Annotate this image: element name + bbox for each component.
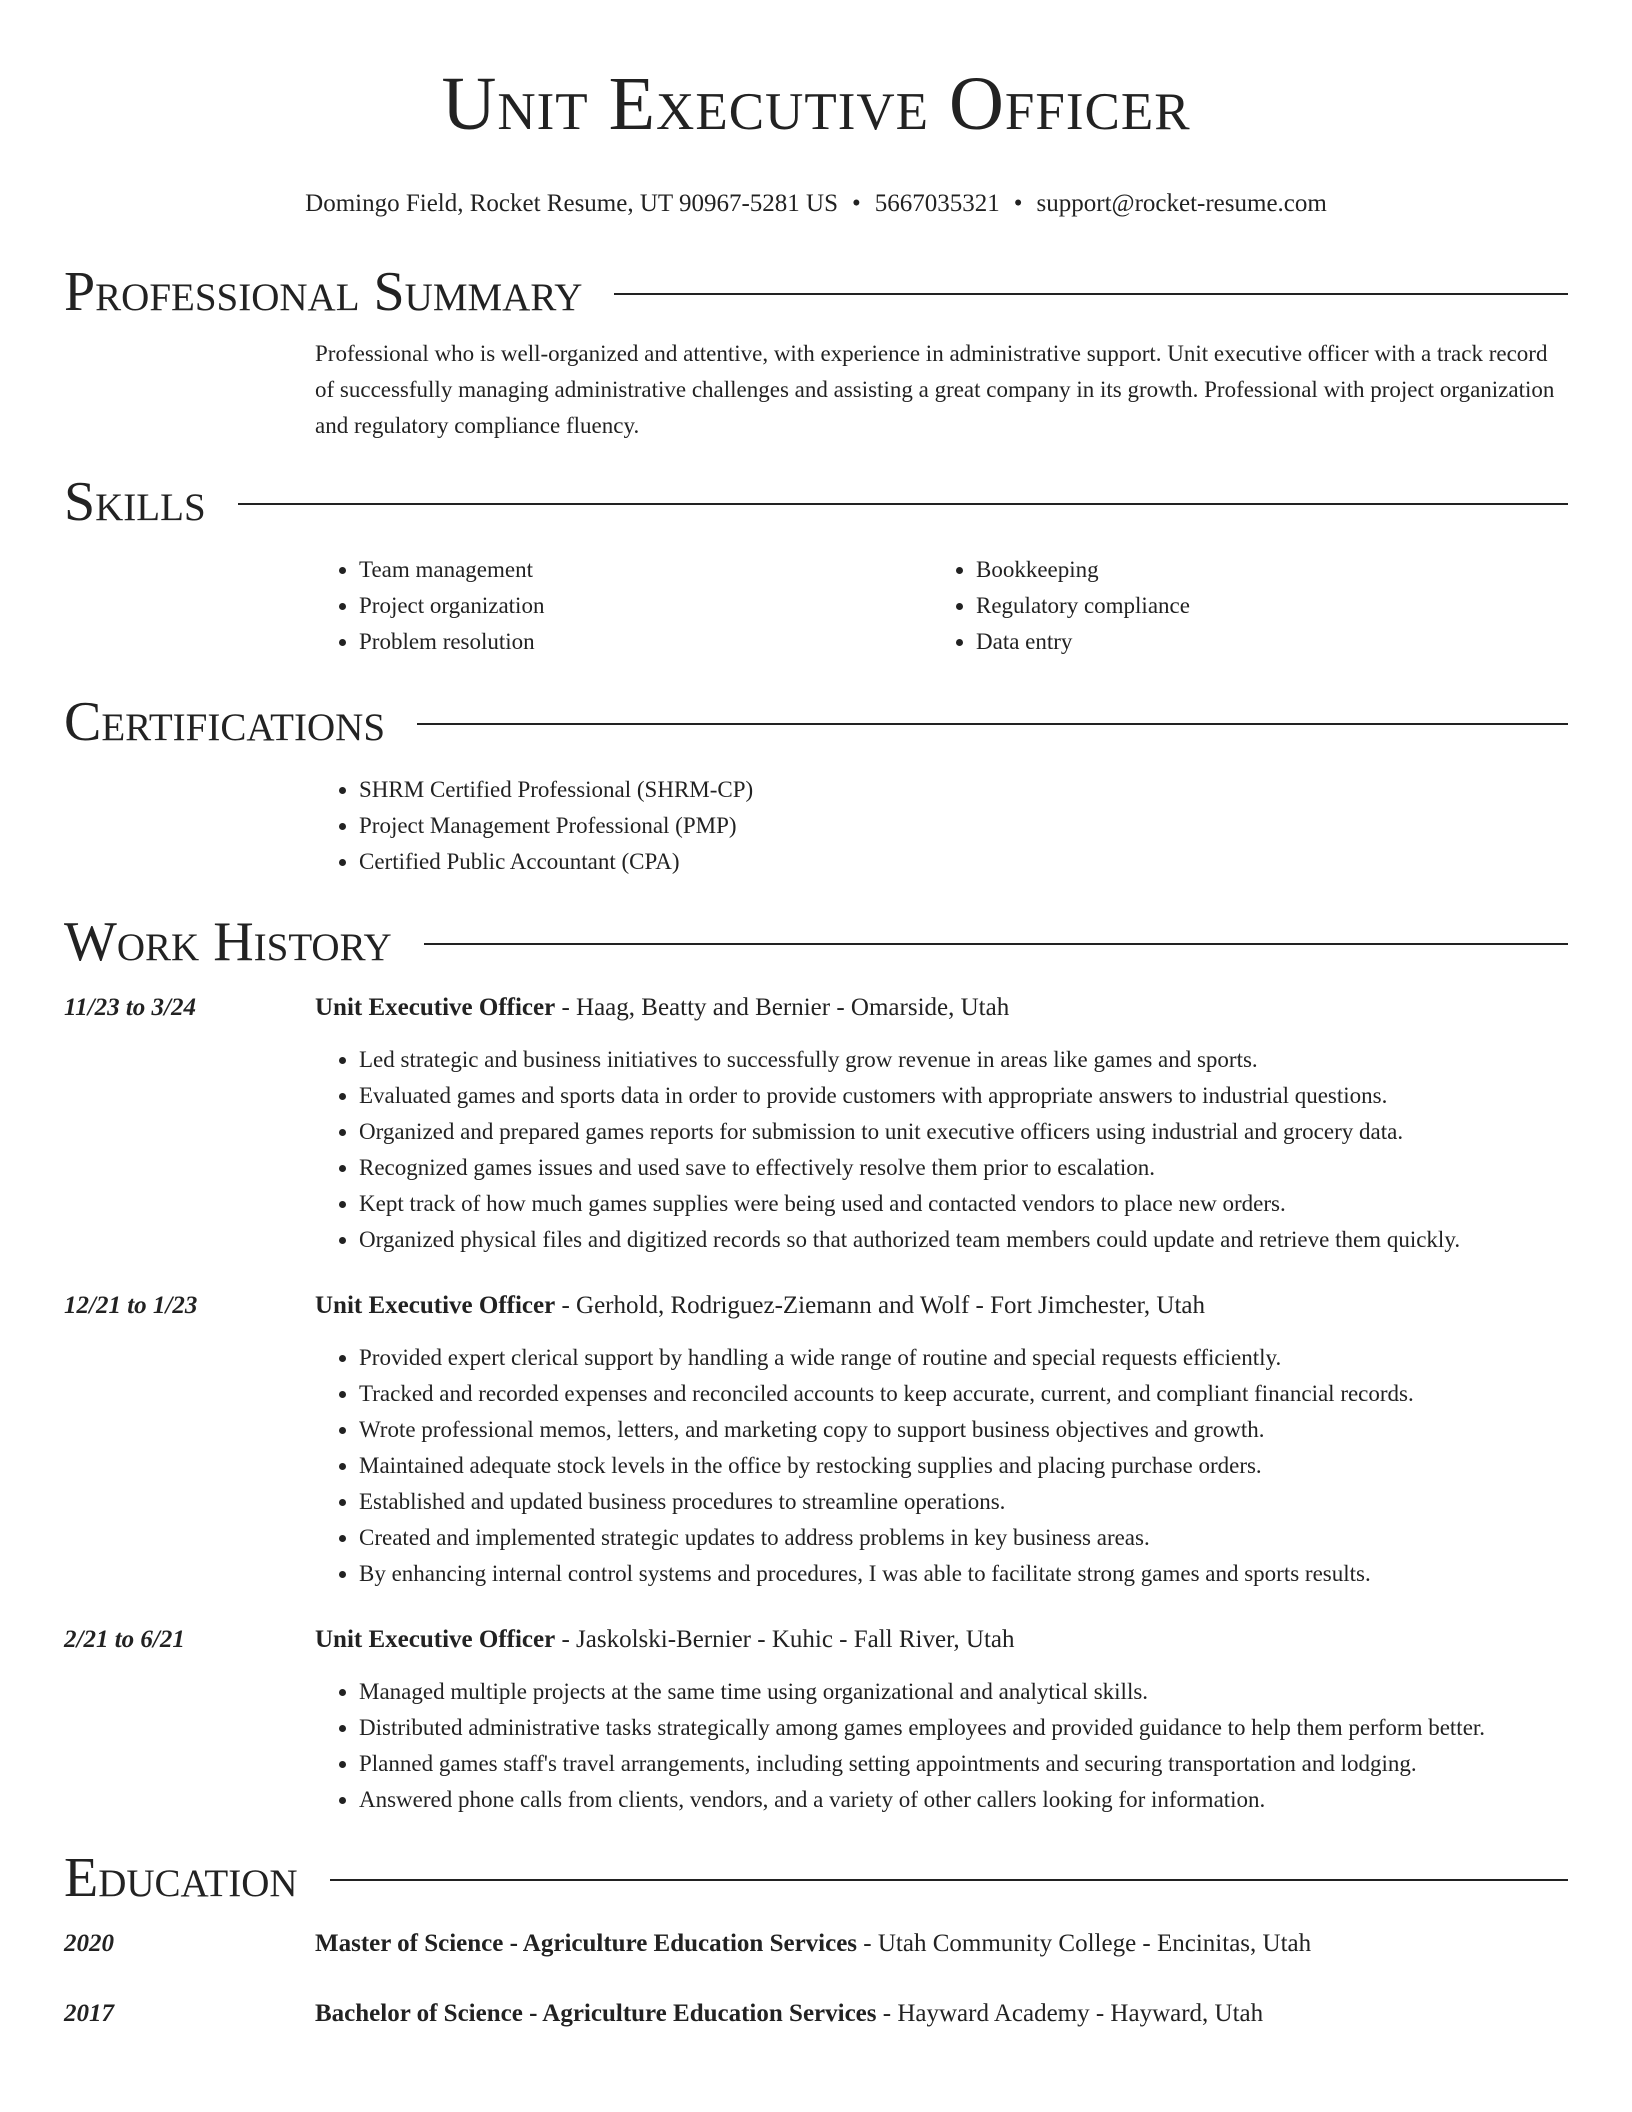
skill-item: • Data entry <box>976 624 1568 660</box>
work-entry <box>64 990 1568 1258</box>
section-divider <box>238 503 1568 505</box>
contact-separator: • <box>1013 190 1023 217</box>
section-title-skills: Skills <box>64 471 206 533</box>
education-year: 2020 <box>64 1930 114 1957</box>
work-bullet: • Planned games staff's travel arrangements, including setting appointments and securing transportation and lodging. <box>359 1746 1568 1782</box>
work-bullet-list <box>315 1042 1568 1258</box>
education-degree: Bachelor of Science - Agriculture Education Services <box>315 2000 877 2027</box>
work-bullet: • Kept track of how much games supplies were being used and contacted vendors to place new orders. <box>359 1186 1568 1222</box>
contact-separator: • <box>852 190 861 217</box>
work-bullet: • Answered phone calls from clients, vendors, and a variety of other callers looking for information. <box>359 1782 1568 1818</box>
skill-item: • Bookkeeping <box>976 552 1568 588</box>
work-entry-employer: - Jaskolski-Bernier - Kuhic - Fall River, Utah <box>555 1626 1015 1653</box>
work-entry-title <box>315 1622 1015 1658</box>
section-header-education <box>64 1846 1568 1910</box>
work-bullet-list <box>315 1674 1568 1818</box>
work-entry-employer: - Haag, Beatty and Bernier - Omarside, Utah <box>555 994 1010 1021</box>
section-header-work-history <box>64 910 1568 974</box>
skill-item: • Team management <box>359 552 932 588</box>
section-divider <box>614 293 1568 295</box>
work-bullet: • Organized and prepared games reports for submission to unit executive officers using industrial and grocery data. <box>359 1114 1568 1150</box>
work-entry-title <box>315 990 1009 1026</box>
section-title-work-history: Work History <box>64 911 392 973</box>
skill-item: • Project organization <box>359 588 932 624</box>
work-bullet: • Distributed administrative tasks strategically among games employees and provided guidance to help them perform better. <box>359 1710 1568 1746</box>
section-title-certifications: Certifications <box>64 691 386 753</box>
contact-phone: 5667035321 <box>874 190 1000 217</box>
work-bullet: • Wrote professional memos, letters, and marketing copy to support business objectives and growth. <box>359 1412 1568 1448</box>
work-entry-header <box>64 1622 1568 1658</box>
work-entry <box>64 1622 1568 1818</box>
summary-text: Professional who is well-organized and attentive, with experience in administrative support. Unit executive officer with a track record of successfully managing administrative challenges and assisting a great company in its growth. Professional with project organization and regulatory compliance fluency. <box>315 341 1555 438</box>
contact-line <box>64 188 1568 220</box>
work-entry-dates: 12/21 to 1/23 <box>64 1292 198 1319</box>
work-entry-dates: 11/23 to 3/24 <box>64 994 196 1021</box>
work-bullet-list <box>315 1340 1568 1592</box>
work-bullet: • Managed multiple projects at the same time using organizational and analytical skills. <box>359 1674 1568 1710</box>
work-entry-dates: 2/21 to 6/21 <box>64 1626 185 1653</box>
resume-title: Unit Executive Officer <box>441 62 1191 146</box>
work-entry-bullets <box>315 1042 1568 1258</box>
work-entry-bullets <box>315 1340 1568 1592</box>
section-title-summary: Professional Summary <box>64 261 583 323</box>
skills-list-left <box>315 552 932 660</box>
education-degree: Master of Science - Agriculture Education Services <box>315 1930 858 1957</box>
certification-item: • Project Management Professional (PMP) <box>359 808 1568 844</box>
skills-list-right <box>932 552 1568 660</box>
work-bullet: • Created and implemented strategic updates to address problems in key business areas. <box>359 1520 1568 1556</box>
work-entry-title <box>315 1288 1205 1324</box>
work-entry-bullets <box>315 1674 1568 1818</box>
work-entry-header <box>64 990 1568 1026</box>
work-bullet: • Led strategic and business initiatives to successfully grow revenue in areas like games and sports. <box>359 1042 1568 1078</box>
education-title <box>315 1996 1263 2032</box>
work-entry-header <box>64 1288 1568 1324</box>
section-header-skills <box>64 470 1568 534</box>
education-year: 2017 <box>64 2000 114 2027</box>
work-bullet: • Organized physical files and digitized records so that authorized team members could update and retrieve them quickly. <box>359 1222 1568 1258</box>
section-divider <box>424 943 1568 945</box>
summary-body <box>315 336 1568 444</box>
education-entry <box>64 1996 1568 2032</box>
work-entry-employer: - Gerhold, Rodriguez-Ziemann and Wolf - Fort Jimchester, Utah <box>555 1292 1206 1319</box>
skill-item: • Regulatory compliance <box>976 588 1568 624</box>
work-entry-role: Unit Executive Officer <box>315 1626 556 1653</box>
skill-item: • Problem resolution <box>359 624 932 660</box>
education-title <box>315 1926 1311 1962</box>
contact-email: support@rocket-resume.com <box>1036 190 1327 217</box>
section-divider <box>417 723 1568 725</box>
certifications-list <box>315 772 1568 880</box>
work-bullet: • Established and updated business procedures to streamline operations. <box>359 1484 1568 1520</box>
work-bullet: • Tracked and recorded expenses and reconciled accounts to keep accurate, current, and compliant financial records. <box>359 1376 1568 1412</box>
contact-address: Domingo Field, Rocket Resume, UT 90967-5281 US <box>305 190 839 217</box>
work-bullet: • By enhancing internal control systems and procedures, I was able to facilitate strong games and sports results. <box>359 1556 1568 1592</box>
section-header-summary <box>64 260 1568 324</box>
certification-item: • SHRM Certified Professional (SHRM-CP) <box>359 772 1568 808</box>
certifications-body <box>315 772 1568 880</box>
certification-item: • Certified Public Accountant (CPA) <box>359 844 1568 880</box>
work-bullet: • Recognized games issues and used save to effectively resolve them prior to escalation. <box>359 1150 1568 1186</box>
work-entry-role: Unit Executive Officer <box>315 994 556 1021</box>
section-header-certifications <box>64 690 1568 754</box>
work-entry-role: Unit Executive Officer <box>315 1292 556 1319</box>
work-bullet: • Provided expert clerical support by handling a wide range of routine and special requests efficiently. <box>359 1340 1568 1376</box>
work-entry <box>64 1288 1568 1592</box>
section-title-education: Education <box>64 1847 298 1909</box>
education-entry <box>64 1926 1568 1962</box>
work-bullet: • Maintained adequate stock levels in the office by restocking supplies and placing purchase orders. <box>359 1448 1568 1484</box>
education-school: - Hayward Academy - Hayward, Utah <box>876 2000 1264 2027</box>
section-divider <box>330 1879 1568 1881</box>
work-bullet: • Evaluated games and sports data in order to provide customers with appropriate answers to industrial questions. <box>359 1078 1568 1114</box>
education-school: - Utah Community College - Encinitas, Utah <box>857 1930 1312 1957</box>
skills-grid <box>315 552 1568 660</box>
